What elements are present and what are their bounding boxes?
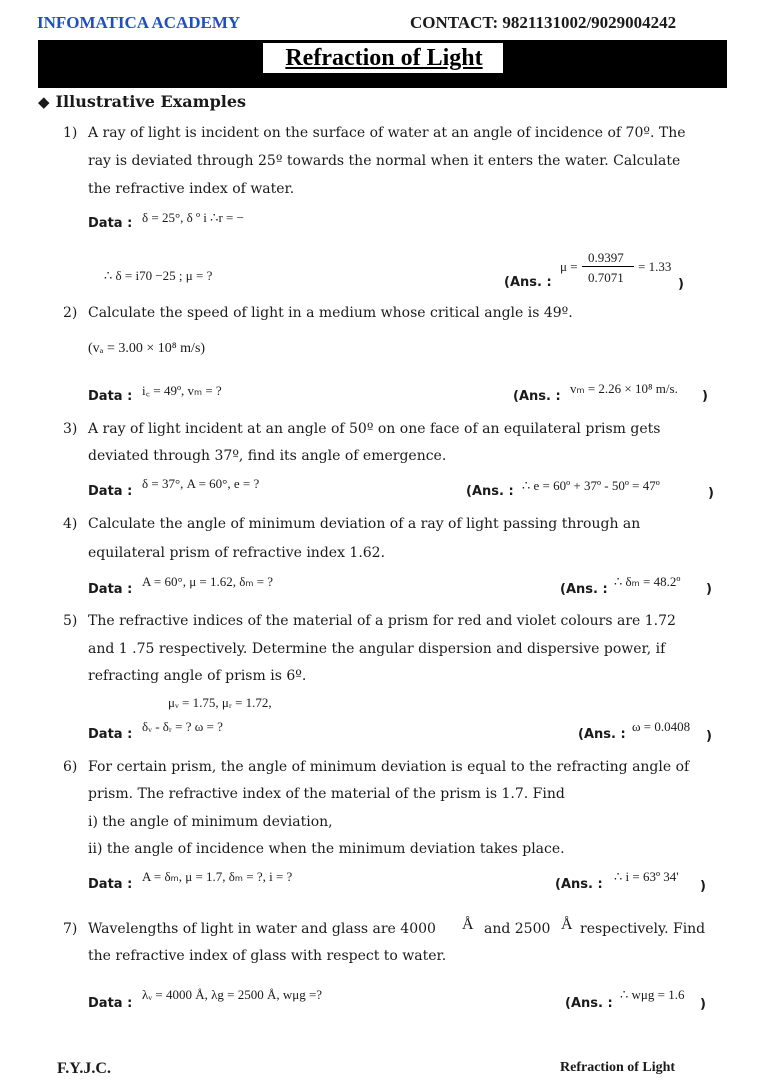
q7-angstrom-1: Å bbox=[462, 916, 474, 933]
q2-number: 2) bbox=[63, 305, 78, 321]
q2-ans-close: ) bbox=[702, 389, 708, 404]
q2-data-label: Data : bbox=[88, 389, 133, 404]
q1-data-2: ∴ δ = i70 −25 ; μ = ? bbox=[104, 268, 213, 283]
section-label: Illustrative Examples bbox=[55, 92, 247, 111]
q2-ans: vₘ = 2.26 × 10⁸ m/s. bbox=[570, 381, 678, 396]
q7-line-b: and 2500 bbox=[484, 921, 551, 937]
q1-ans-numerator: 0.9397 bbox=[588, 250, 624, 265]
q5-ans-close: ) bbox=[706, 729, 712, 744]
q1-line-2: ray is deviated through 25º towards the normal when it enters the water. Calculate bbox=[88, 153, 681, 169]
q5-ans: ω = 0.0408 bbox=[632, 719, 691, 734]
q6-line-2: prism. The refractive index of the material of the prism is 1.7. Find bbox=[88, 786, 565, 802]
q2-ans-label: (Ans. : bbox=[513, 389, 561, 404]
q1-data-label: Data : bbox=[88, 216, 133, 231]
q3-data: δ = 37°, A = 60°, e = ? bbox=[142, 476, 260, 491]
academy-name: INFOMATICA ACADEMY bbox=[37, 13, 241, 32]
q3-line-1: A ray of light incident at an angle of 50º on one face of an equilateral prism gets bbox=[88, 421, 661, 437]
q1-ans-denominator: 0.7071 bbox=[588, 270, 624, 285]
q1-line-1: A ray of light is incident on the surface of water at an angle of incidence of 70º. The bbox=[88, 125, 686, 141]
q3-ans-label: (Ans. : bbox=[466, 484, 514, 499]
q7-ans: ∴ wμg = 1.6 bbox=[620, 987, 685, 1002]
q2-data: i꜀ = 49º, vₘ = ? bbox=[142, 383, 222, 398]
q6-line-4: ii) the angle of incidence when the minimum deviation takes place. bbox=[88, 841, 565, 857]
q1-ans-close: ) bbox=[678, 277, 684, 292]
q3-ans-close: ) bbox=[708, 486, 714, 501]
q4-ans: ∴ δₘ = 48.2º bbox=[614, 574, 681, 589]
q3-data-label: Data : bbox=[88, 484, 133, 499]
q6-line-3: i) the angle of minimum deviation, bbox=[88, 814, 333, 830]
q6-number: 6) bbox=[63, 759, 78, 775]
q2-line: Calculate the speed of light in a medium whose critical angle is 49º. bbox=[88, 305, 573, 321]
q7-ans-close: ) bbox=[700, 997, 706, 1012]
q6-ans-close: ) bbox=[700, 879, 706, 894]
q6-line-1: For certain prism, the angle of minimum deviation is equal to the refracting angle of bbox=[88, 759, 690, 775]
q1-ans-mu: μ = bbox=[560, 259, 578, 274]
q4-number: 4) bbox=[63, 516, 78, 532]
q5-ans-label: (Ans. : bbox=[578, 727, 626, 742]
q1-data-1: δ = 25°, δ º i ∴r = − bbox=[142, 210, 244, 225]
diamond-bullet-icon: ◆ bbox=[38, 93, 50, 111]
q4-ans-label: (Ans. : bbox=[560, 582, 608, 597]
q4-line-1: Calculate the angle of minimum deviation of a ray of light passing through an bbox=[88, 516, 641, 532]
q1-number: 1) bbox=[63, 125, 78, 141]
q7-line-2: the refractive index of glass with respect to water. bbox=[88, 948, 447, 964]
footer-course: F.Y.J.C. bbox=[57, 1060, 111, 1077]
q4-data: A = 60°, μ = 1.62, δₘ = ? bbox=[142, 574, 274, 589]
q5-line-2: and 1 .75 respectively. Determine the angular dispersion and dispersive power, if bbox=[88, 641, 666, 657]
q7-data-label: Data : bbox=[88, 996, 133, 1011]
contact-info: CONTACT: 9821131002/9029004242 bbox=[410, 13, 677, 32]
q7-ans-label: (Ans. : bbox=[565, 996, 613, 1011]
section-heading bbox=[38, 92, 246, 111]
q7-angstrom-2: Å bbox=[561, 916, 573, 933]
q5-line-3: refracting angle of prism is 6º. bbox=[88, 668, 307, 684]
footer-chapter: Refraction of Light bbox=[560, 1060, 676, 1075]
q2-given: (vₐ = 3.00 × 10⁸ m/s) bbox=[88, 341, 206, 356]
fraction-bar bbox=[582, 266, 634, 267]
q6-data-label: Data : bbox=[88, 877, 133, 892]
q1-ans-label: (Ans. : bbox=[504, 275, 552, 290]
q4-data-label: Data : bbox=[88, 582, 133, 597]
q3-line-2: deviated through 37º, find its angle of emergence. bbox=[88, 448, 447, 464]
q3-number: 3) bbox=[63, 421, 78, 437]
q1-ans-result: = 1.33 bbox=[638, 259, 672, 274]
q6-data: A = δₘ, μ = 1.7, δₘ = ?, i = ? bbox=[142, 869, 293, 884]
q4-ans-close: ) bbox=[706, 582, 712, 597]
q5-number: 5) bbox=[63, 613, 78, 629]
q5-data-label: Data : bbox=[88, 727, 133, 742]
q6-ans: ∴ i = 63º 34' bbox=[614, 869, 679, 884]
q7-line-a: Wavelengths of light in water and glass are 4000 bbox=[88, 921, 436, 937]
page-title: Refraction of Light bbox=[285, 45, 483, 71]
q1-line-3: the refractive index of water. bbox=[88, 181, 295, 197]
q7-data: λᵥ = 4000 Å, λg = 2500 Å, wμg =? bbox=[142, 987, 323, 1002]
q6-ans-label: (Ans. : bbox=[555, 877, 603, 892]
q4-line-2: equilateral prism of refractive index 1.62. bbox=[88, 545, 386, 561]
q5-data-2: δᵥ - δᵣ = ? ω = ? bbox=[142, 719, 223, 734]
q5-data-1: μᵥ = 1.75, μᵣ = 1.72, bbox=[168, 695, 272, 710]
q5-line-1: The refractive indices of the material of a prism for red and violet colours are 1.72 bbox=[88, 613, 676, 629]
q3-ans: ∴ e = 60º + 37º - 50º = 47º bbox=[522, 478, 660, 493]
q7-number: 7) bbox=[63, 921, 78, 937]
q7-line-c: respectively. Find bbox=[580, 921, 706, 937]
q1-answer-fraction bbox=[560, 250, 690, 286]
